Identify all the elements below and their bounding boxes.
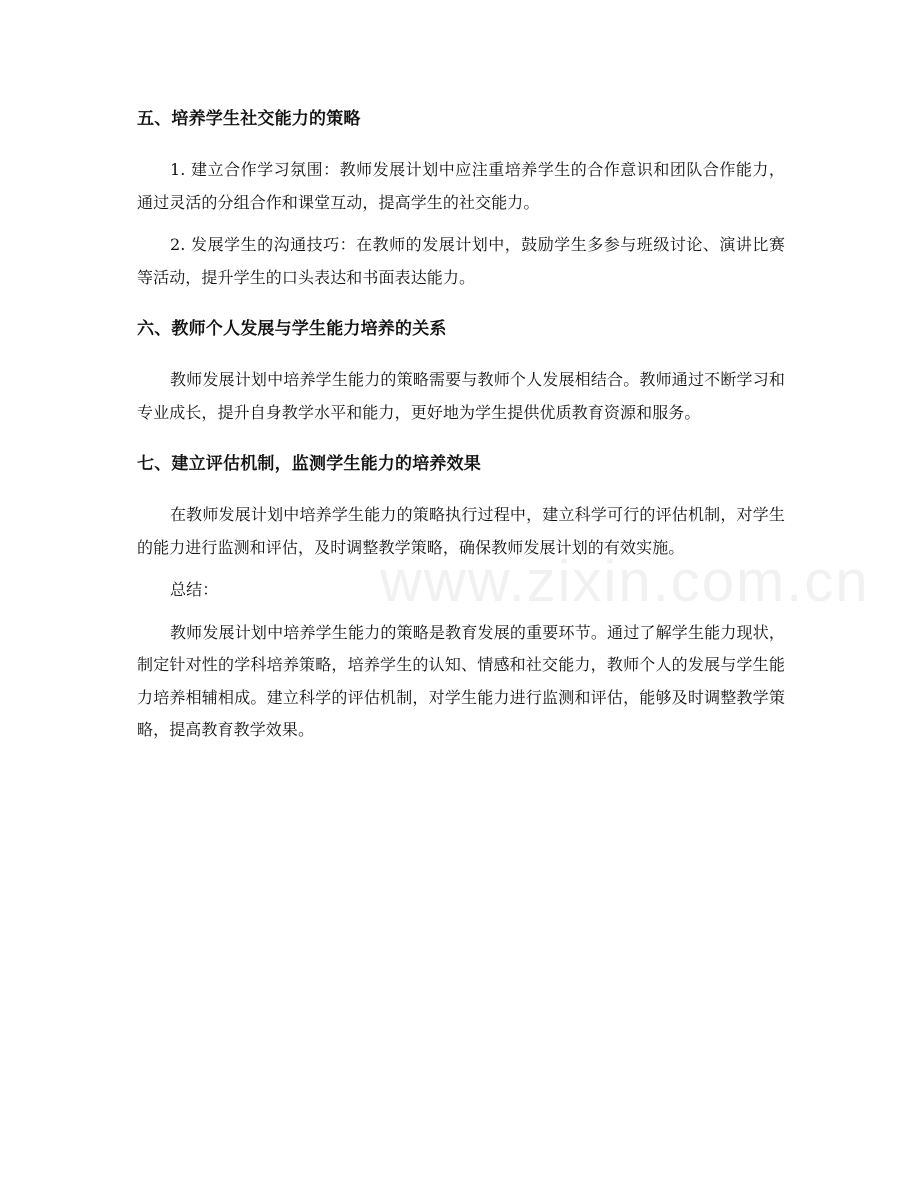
summary-paragraph: 教师发展计划中培养学生能力的策略是教育发展的重要环节。通过了解学生能力现状，制定针对性的学科培养策略，培养学生的认知、情感和社交能力，教师个人的发展与学生能力培养相辅相成。建立科学的评估机制，对学生能力进行监测和评估，能够及时调整教学策略，提高教育教学效果。 xyxy=(137,622,785,739)
watermark: www.zixin.com.cn xyxy=(380,549,870,614)
document-body xyxy=(137,106,785,757)
section-5-paragraph-2: 2. 发展学生的沟通技巧：在教师的发展计划中，鼓励学生多参与班级讨论、演讲比赛等活动，提升学生的口头表达和书面表达能力。 xyxy=(137,235,785,287)
section-5-heading: 五、培养学生社交能力的策略 xyxy=(137,109,361,129)
section-5-paragraph-1: 1. 建立合作学习氛围：教师发展计划中应注重培养学生的合作意识和团队合作能力，通过灵活的分组合作和课堂互动，提高学生的社交能力。 xyxy=(137,160,785,212)
section-6-heading: 六、教师个人发展与学生能力培养的关系 xyxy=(137,319,447,339)
section-7-paragraph-1: 在教师发展计划中培养学生能力的策略执行过程中，建立科学可行的评估机制，对学生的能力进行监测和评估，及时调整教学策略，确保教师发展计划的有效实施。 xyxy=(137,505,785,557)
section-7-heading: 七、建立评估机制，监测学生能力的培养效果 xyxy=(137,454,481,474)
section-6-paragraph-1: 教师发展计划中培养学生能力的策略需要与教师个人发展相结合。教师通过不断学习和专业成长，提升自身教学水平和能力，更好地为学生提供优质教育资源和服务。 xyxy=(137,370,785,422)
summary-label: 总结： xyxy=(170,580,219,599)
